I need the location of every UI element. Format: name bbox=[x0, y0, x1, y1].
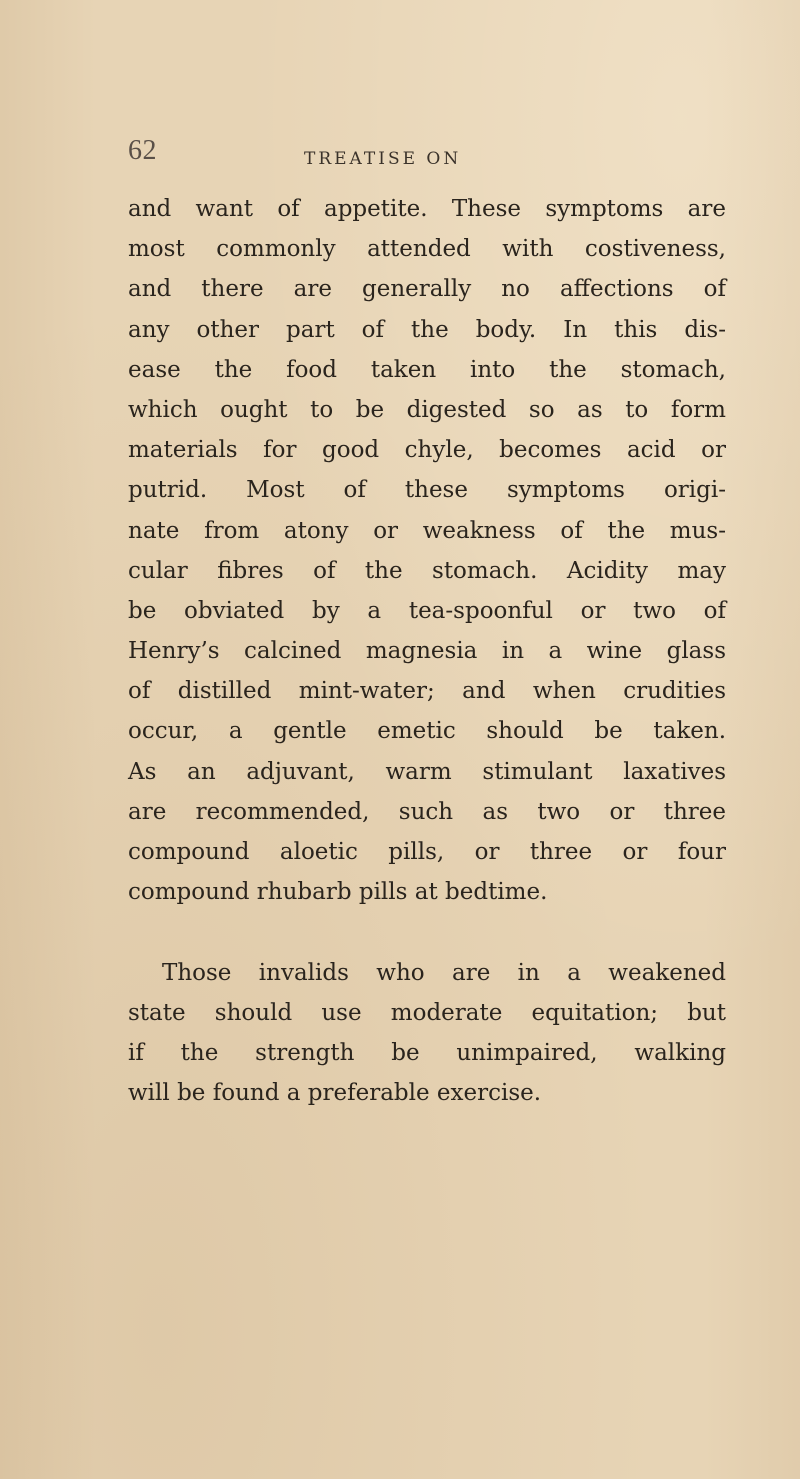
text-line: putrid. Most of these symptoms origi- bbox=[128, 477, 726, 504]
text-line: Henry’s calcined magnesia in a wine glass bbox=[128, 638, 726, 665]
text-line: which ought to be digested so as to form bbox=[128, 396, 726, 423]
text-line: nate from atony or weakness of the mus- bbox=[128, 517, 726, 544]
text-line: occur, a gentle emetic should be taken. bbox=[128, 718, 726, 745]
text-line: compound aloetic pills, or three or four bbox=[128, 839, 726, 865]
text-line: and there are generally no affections of bbox=[128, 276, 726, 303]
text-line: most commonly attended with costiveness, bbox=[128, 236, 726, 263]
text-line: be obviated by a tea-spoonful or two of bbox=[128, 597, 726, 624]
paragraph-2 bbox=[128, 953, 726, 1114]
page-number: 62 bbox=[128, 135, 157, 166]
text-line: cular fibres of the stomach. Acidity may bbox=[128, 557, 726, 584]
text-line: will be found a preferable exercise. bbox=[128, 1080, 542, 1107]
text-line: ease the food taken into the stomach, bbox=[128, 356, 726, 383]
text-line: materials for good chyle, becomes acid or bbox=[128, 437, 726, 464]
body-text bbox=[128, 189, 726, 1113]
paragraph-1 bbox=[128, 189, 726, 912]
running-head: TREATISE ON bbox=[304, 149, 462, 169]
text-line: if the strength be unimpaired, walking bbox=[128, 1039, 726, 1066]
text-line: are recommended, such as two or three bbox=[128, 798, 726, 825]
text-line: Those invalids who are in a weakened bbox=[162, 959, 726, 986]
text-line: compound rhubarb pills at bedtime. bbox=[128, 879, 548, 906]
text-line: of distilled mint-water; and when crudities bbox=[128, 678, 726, 705]
text-line: and want of appetite. These symptoms are bbox=[128, 196, 726, 222]
text-line: state should use moderate equitation; but bbox=[128, 999, 726, 1026]
page-header bbox=[128, 135, 688, 175]
paragraph-gap bbox=[128, 912, 726, 952]
text-line: any other part of the body. In this dis- bbox=[128, 316, 726, 343]
text-line: As an adjuvant, warm stimulant laxatives bbox=[128, 758, 726, 785]
